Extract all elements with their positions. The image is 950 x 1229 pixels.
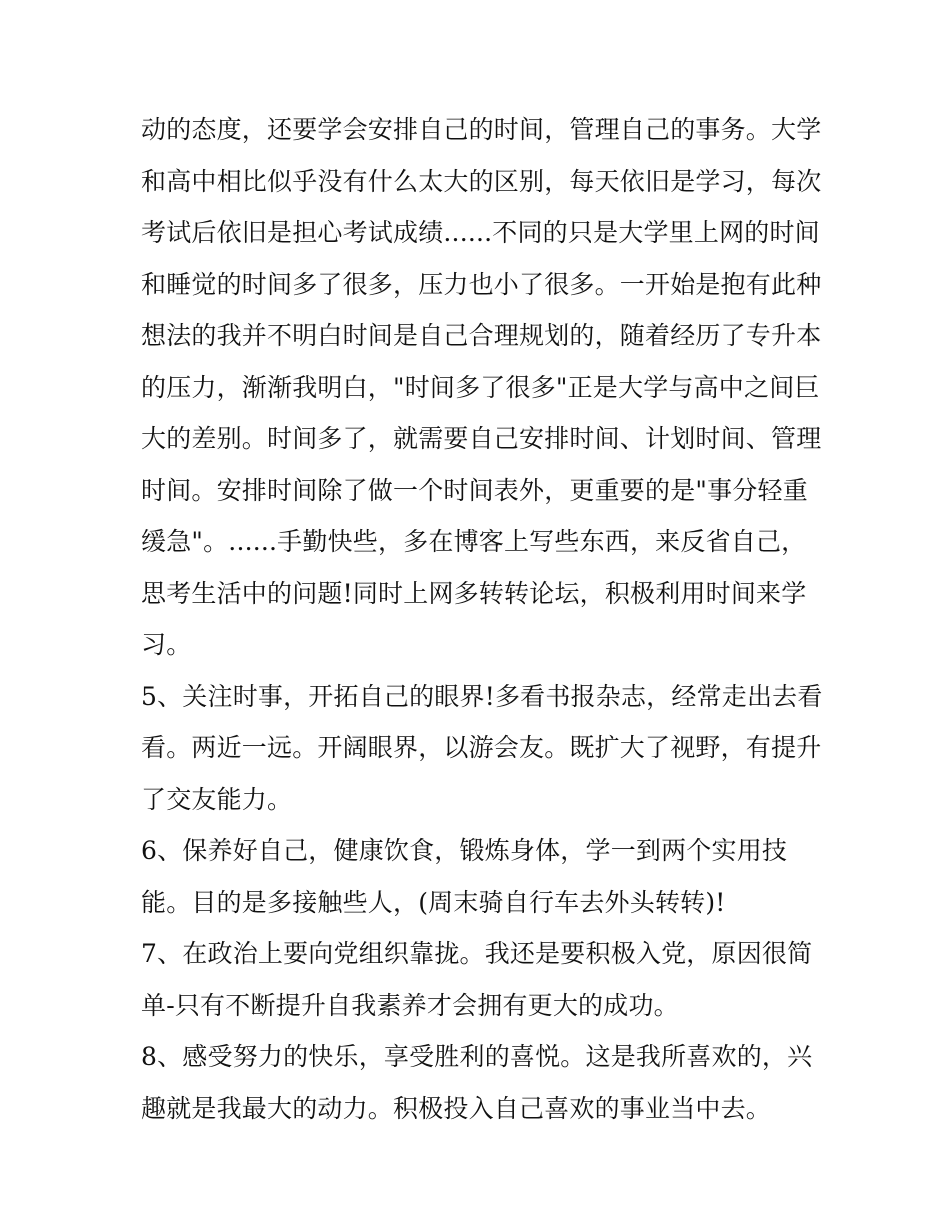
list-item-5-line: 5、关注时事，开拓自己的眼界!多看书报杂志，经常走出去看	[141, 681, 823, 711]
text-line: 思考生活中的问题!同时上网多转转论坛，积极利用时间来学	[141, 578, 807, 608]
text-line: 动的态度，还要学会安排自己的时间，管理自己的事务。大学	[141, 115, 822, 144]
text-line: 和睡觉的时间多了很多，压力也小了很多。一开始是抱有此种	[141, 269, 822, 299]
list-item-6-line: 6、保养好自己，健康饮食，锻炼身体，学一到两个实用技	[141, 836, 788, 865]
body-text	[141, 104, 821, 1134]
text-line: 和高中相比似乎没有什么太大的区别，每天依旧是学习，每次	[141, 166, 822, 196]
text-line: 大的差别。时间多了，就需要自己安排时间、计划时间、管理	[141, 424, 822, 453]
text-line: 时间。安排时间除了做一个时间表外，更重要的是"事分轻重	[141, 475, 808, 505]
text-line: 看。两近一远。开阔眼界，以游会友。既扩大了视野，有提升	[141, 733, 822, 762]
list-item-8-line: 8、感受努力的快乐，享受胜利的喜悦。这是我所喜欢的，兴	[141, 1042, 813, 1071]
text-line: 考试后依旧是担心考试成绩......不同的只是大学里上网的时间	[141, 218, 820, 247]
text-line: 单-只有不断提升自我素养才会拥有更大的成功。	[141, 990, 679, 1020]
text-line: 趣就是我最大的动力。积极投入自己喜欢的事业当中去。	[141, 1093, 772, 1123]
text-line: 能。目的是多接触些人，(周末骑自行车去外头转转)!	[141, 887, 726, 917]
list-item-7-line: 7、在政治上要向党组织靠拢。我还是要积极入党，原因很简	[141, 939, 813, 968]
text-line: 了交友能力。	[141, 784, 293, 814]
text-line: 习。	[141, 630, 192, 659]
text-line: 缓急"。......手勤快些，多在博客上写些东西，来反省自己，	[141, 527, 807, 556]
text-line: 的压力，渐渐我明白，"时间多了很多"正是大学与高中之间巨	[141, 372, 820, 402]
text-line: 想法的我并不明白时间是自己合理规划的，随着经历了专升本	[141, 321, 822, 350]
